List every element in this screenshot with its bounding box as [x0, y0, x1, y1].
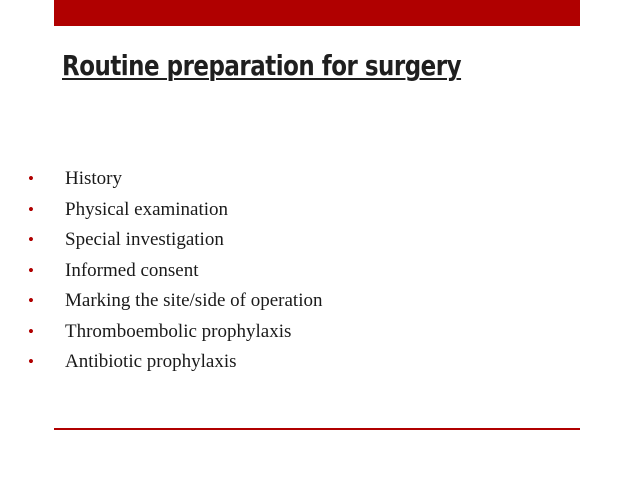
bullet-item-antibiotic-prophylaxis [26, 347, 323, 378]
bullet-text: Thromboembolic prophylaxis [65, 320, 292, 342]
bullet-text: History [65, 168, 122, 189]
bullet-item-history [26, 164, 323, 195]
bottom-accent-line [54, 428, 580, 430]
bullet-icon: • [28, 260, 34, 280]
slide-title: Routine preparation for surgery [62, 49, 462, 82]
bullet-list [26, 164, 323, 378]
bullet-item-informed-consent [26, 256, 323, 287]
bullet-icon: • [28, 169, 34, 188]
bullet-text: Informed consent [65, 259, 199, 281]
bullet-icon: • [28, 291, 34, 310]
bullet-icon: • [28, 199, 34, 219]
bullet-item-thromboembolic-prophylaxis [26, 317, 323, 348]
bullet-text: Antibiotic prophylaxis [65, 351, 237, 372]
top-accent-bar [54, 0, 580, 26]
bullet-icon: • [28, 352, 34, 371]
bullet-icon: • [28, 321, 34, 341]
bullet-item-physical-examination [26, 195, 323, 226]
bullet-icon: • [28, 230, 34, 249]
bullet-text: Special investigation [65, 229, 224, 250]
bullet-item-special-investigation [26, 225, 323, 256]
bullet-item-marking-site [26, 286, 323, 317]
bullet-text: Physical examination [65, 198, 229, 220]
bullet-text: Marking the site/side of operation [65, 290, 323, 311]
